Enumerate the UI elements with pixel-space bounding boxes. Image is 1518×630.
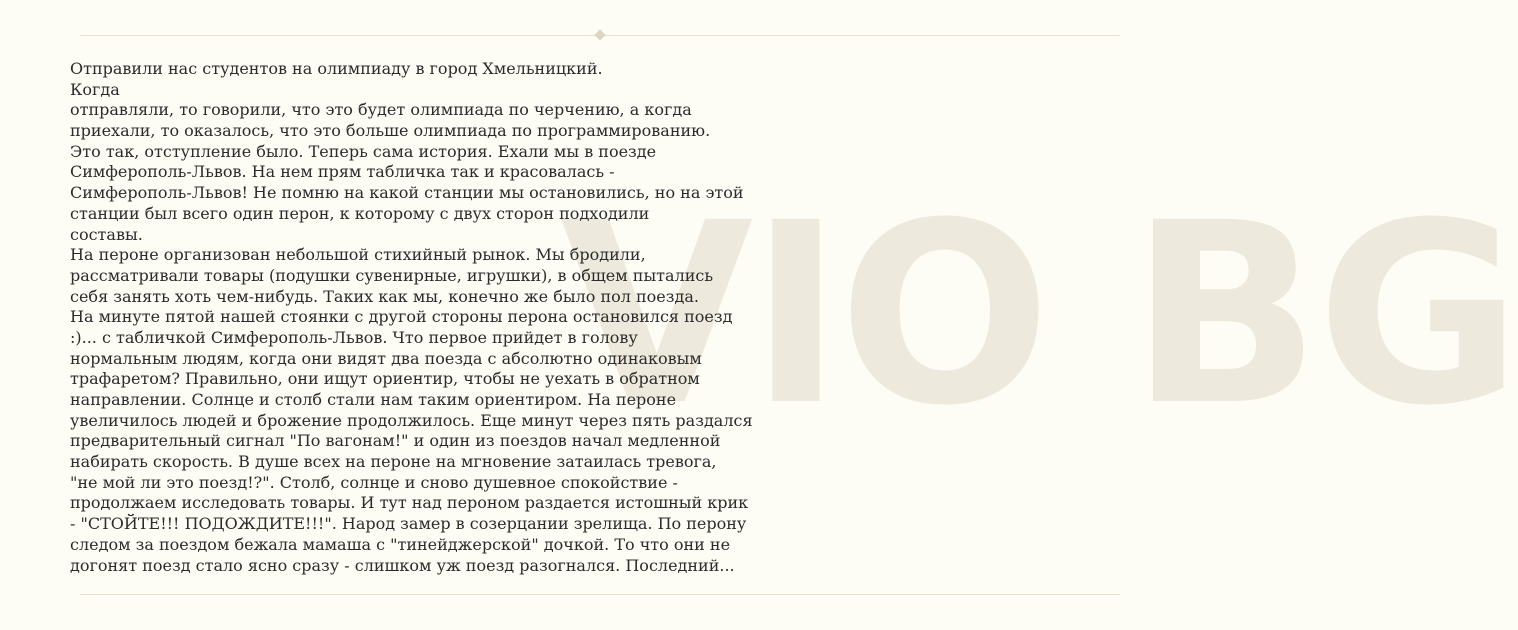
story-line: предварительный сигнал "По вагонам!" и один из поездов начал медленной [70, 431, 721, 451]
watermark-logo: VIO BG [560, 169, 1518, 460]
story-line: :)... с табличкой Симферополь-Львов. Что первое прийдет в голову [70, 327, 638, 347]
story-line: нормальным людям, когда они видят два поезда с абсолютно одинаковым [70, 348, 702, 368]
story-line: догонят поезд стало ясно сразу - слишком уж поезд разогнался. Последний... [70, 555, 735, 575]
story-line: себя занять хоть чем-нибудь. Таких как мы, конечно же было пол поезда. [70, 286, 699, 306]
story-line: Симферополь-Львов. На нем прям табличка так и красовалась - [70, 162, 615, 182]
story-line: Когда [70, 79, 120, 99]
story-line: составы. [70, 224, 143, 244]
story-line: Это так, отступление было. Теперь сама история. Ехали мы в поезде [70, 141, 657, 161]
story-line: На пероне организован небольшой стихийный рынок. Мы бродили, [70, 245, 646, 265]
story-line: следом за поездом бежала мамаша с "тинейджерской" дочкой. То что они не [70, 534, 731, 554]
story-line: "не мой ли это поезд!?". Столб, солнце и сново душевное спокойствие - [70, 472, 678, 492]
story-line: увеличилось людей и брожение продолжилось. Еще минут через пять раздался [70, 410, 753, 430]
story-line: Симферополь-Львов! Не помню на какой станции мы остановились, но на этой [70, 183, 744, 203]
story-line: рассматривали товары (подушки сувенирные, игрушки), в общем пытались [70, 265, 714, 285]
story-line: - "СТОЙТЕ!!! ПОДОЖДИТЕ!!!". Народ замер в созерцании зрелища. По перону [70, 514, 747, 534]
story-line: станции был всего один перон, к которому с двух сторон подходили [70, 203, 650, 223]
story-line: отправляли, то говорили, что это будет олимпиада по черчению, а когда [70, 100, 692, 120]
story-text [70, 59, 770, 576]
divider-ornament [594, 29, 605, 40]
bottom-divider [80, 594, 1120, 595]
story-line: приехали, то оказалось, что это больше олимпиада по программированию. [70, 121, 711, 141]
story-line: направлении. Солнце и столб стали нам таким ориентиром. На пероне [70, 390, 677, 409]
story-line: продолжаем исследовать товары. И тут над пероном раздается истошный крик [70, 493, 749, 513]
story-line: На минуте пятой нашей стоянки с другой стороны перона остановился поезд [70, 307, 733, 327]
story-line: трафаретом? Правильно, они ищут ориентир, чтобы не уехать в обратном [70, 369, 700, 389]
story-line: набирать скорость. В душе всех на пероне на мгновение затаилась тревога, [70, 452, 717, 472]
story-line: Отправили нас студентов на олимпиаду в город Хмельницкий. [70, 59, 603, 78]
